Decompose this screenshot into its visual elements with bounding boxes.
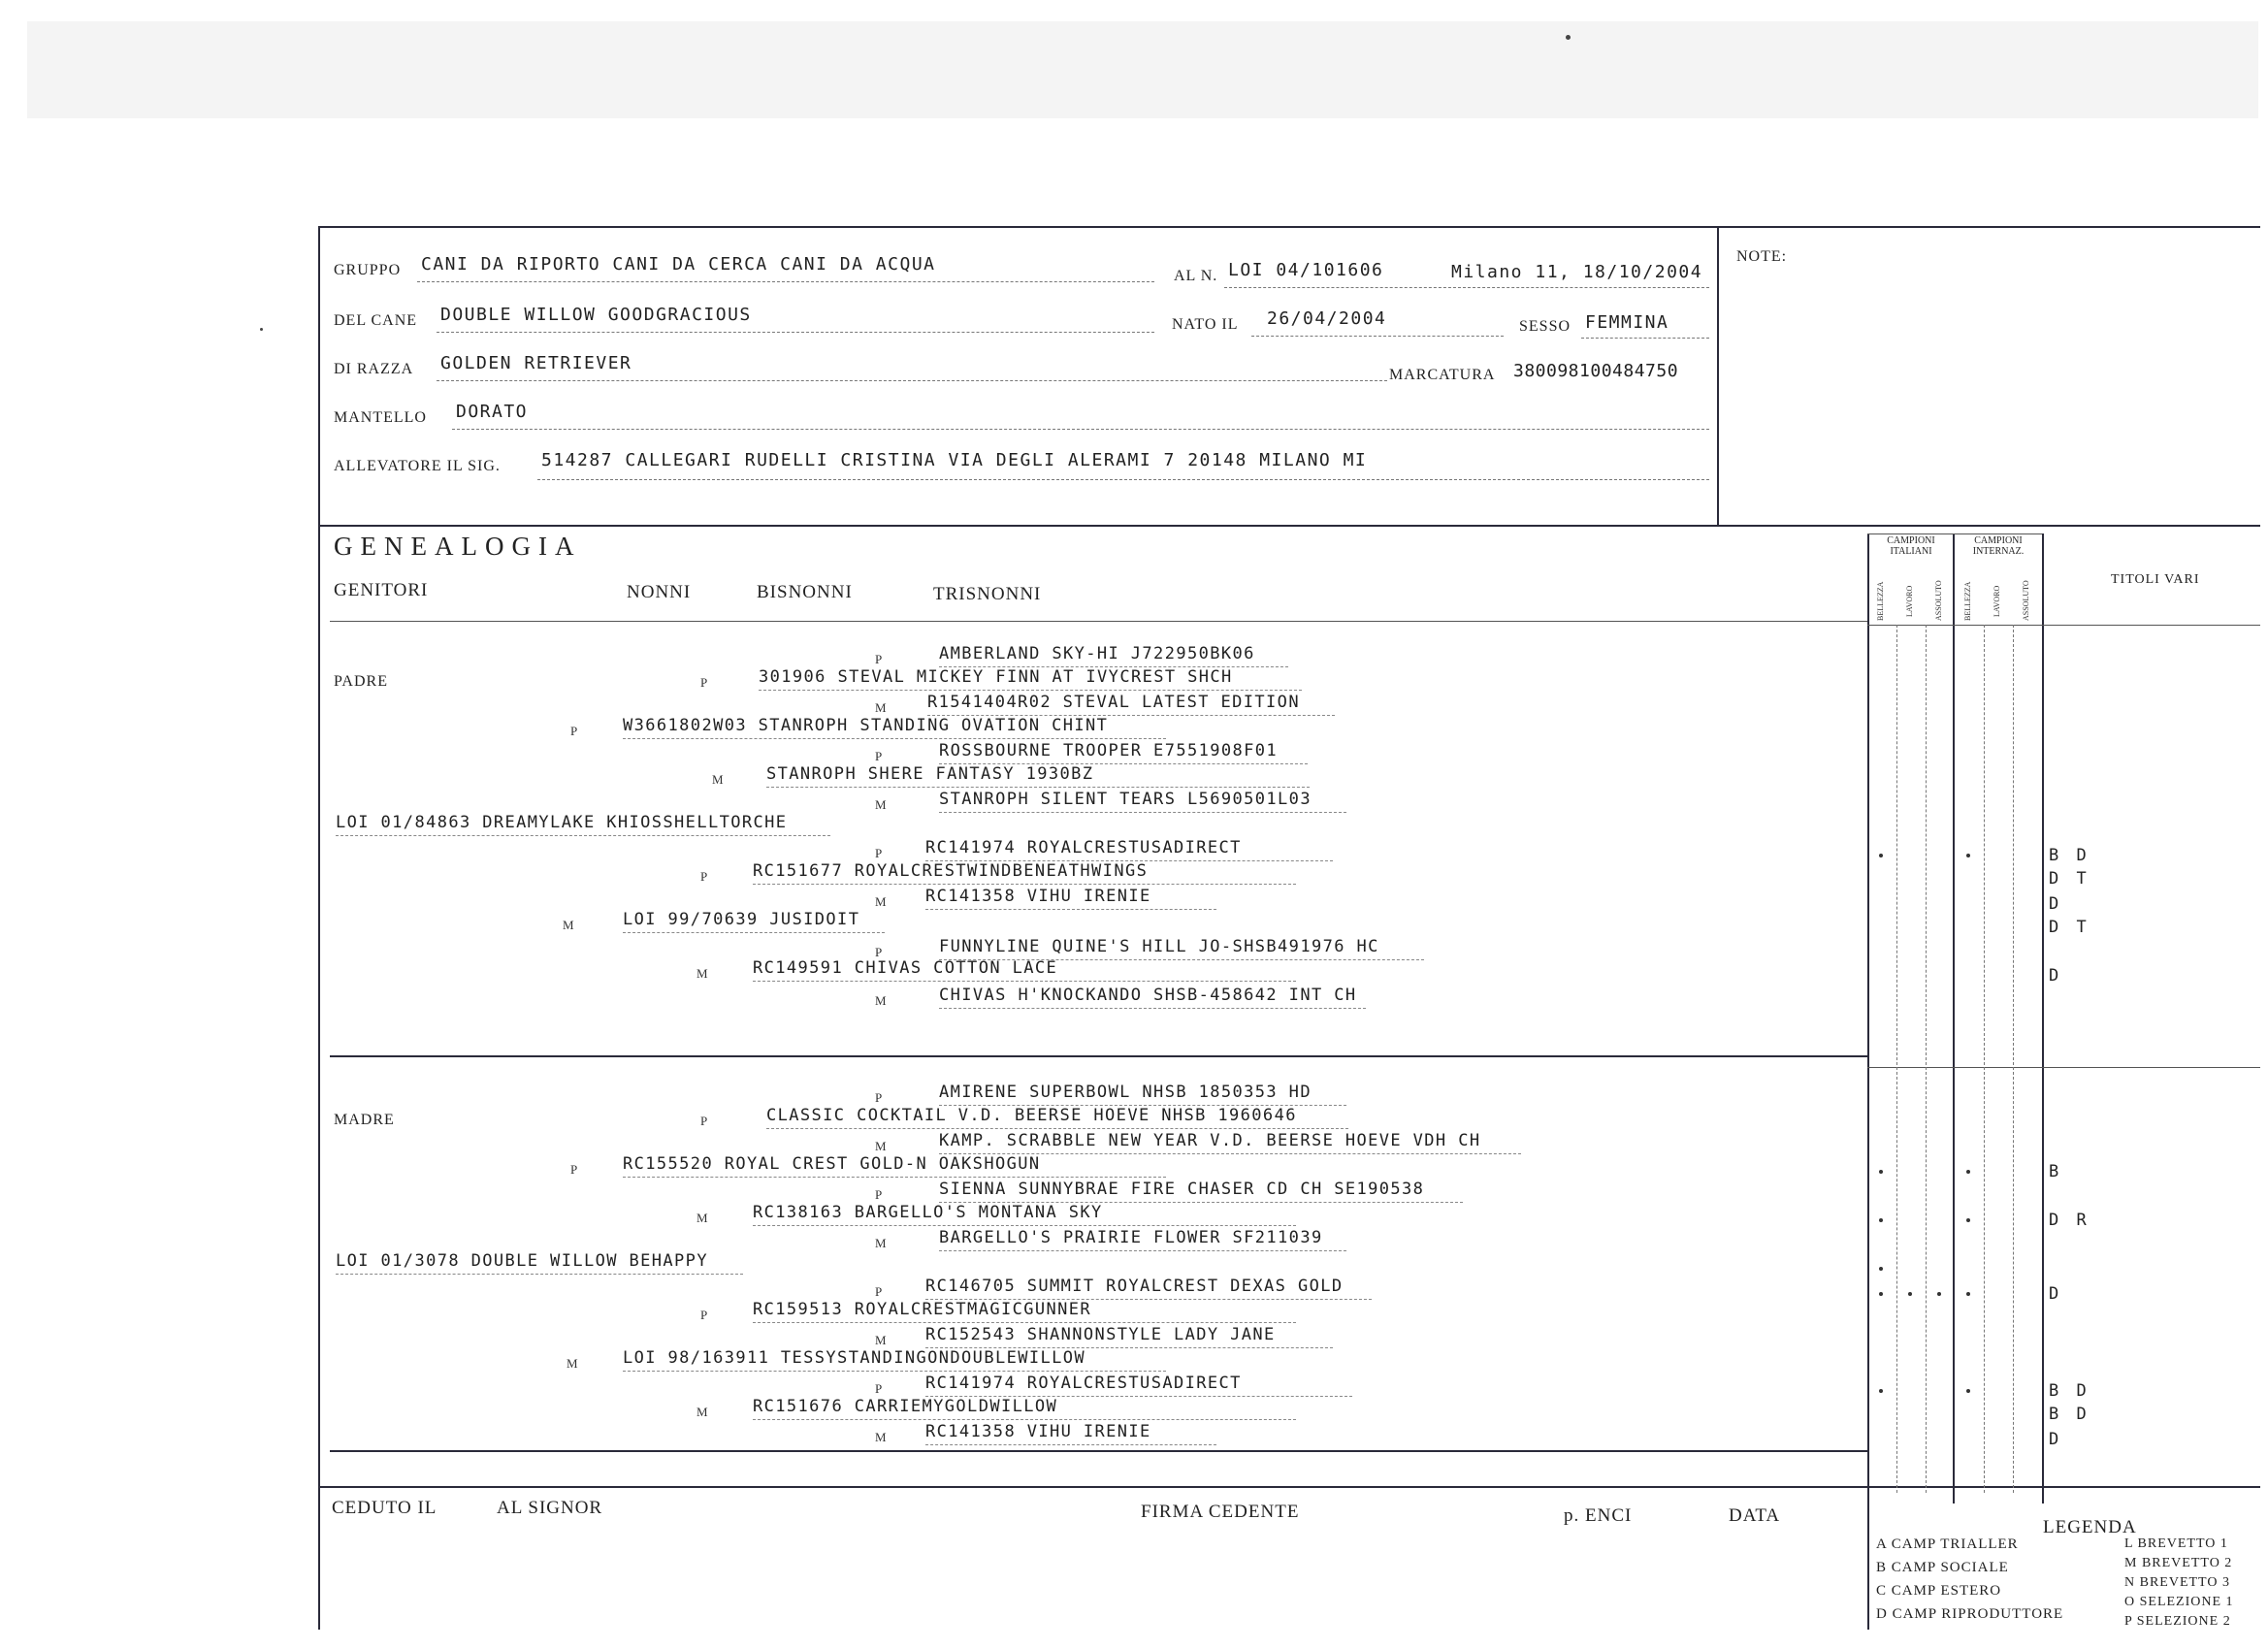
trisnonno-name: FUNNYLINE QUINE'S HILL JO-SHSB491976 HC: [939, 937, 1424, 960]
champion-dot: [1879, 1218, 1883, 1222]
bisnonno-name: RC149591 CHIVAS COTTON LACE: [753, 958, 1296, 982]
titoli-marks: D T: [2049, 869, 2090, 889]
rel-marker: M: [875, 797, 887, 812]
place-date: Milano 11, 18/10/2004: [1451, 262, 1703, 282]
bisnonno-name: RC138163 BARGELLO'S MONTANA SKY: [753, 1203, 1296, 1226]
trisnonno-name: RC152543 SHANNONSTYLE LADY JANE: [925, 1325, 1333, 1348]
champion-dot: [1879, 1170, 1883, 1174]
trisnonno-name: AMIRENE SUPERBOWL NHSB 1850353 HD: [939, 1083, 1346, 1106]
bisnonno-name: RC151676 CARRIEMYGOLDWILLOW: [753, 1397, 1296, 1420]
di-razza-label: DI RAZZA: [334, 361, 414, 377]
legenda-item: C CAMP ESTERO: [1876, 1583, 2002, 1599]
trisnonno-name: KAMP. SCRABBLE NEW YEAR V.D. BEERSE HOEVE VDH CH: [939, 1131, 1521, 1154]
nato-il-underline: [1251, 336, 1504, 337]
sesso-value: FEMMINA: [1585, 312, 1669, 333]
grid-subcol: [1926, 625, 1927, 1493]
rel-marker: P: [875, 846, 883, 860]
rel-marker: M: [875, 1430, 887, 1444]
rel-marker: M: [875, 993, 887, 1008]
subcol-assoluto-it: ASSOLUTO: [1934, 580, 1943, 621]
ceduto-il-label: CEDUTO IL: [332, 1498, 437, 1518]
al-n-label: AL N.: [1174, 268, 1218, 284]
campioni-italiani-header: CAMPIONI ITALIANI: [1887, 535, 1935, 557]
marcatura-value: 380098100484750: [1513, 361, 1679, 381]
rel-marker: P: [570, 724, 578, 738]
del-cane-value: DOUBLE WILLOW GOODGRACIOUS: [440, 305, 752, 325]
champion-dot: [1937, 1292, 1941, 1296]
subcol-bellezza-int: BELLEZZA: [1963, 581, 1972, 621]
rel-marker: P: [875, 945, 883, 959]
champion-dot: [1879, 854, 1883, 857]
trisnonno-name: RC141358 VIHU IRENIE: [925, 1422, 1216, 1445]
padre-name: LOI 01/84863 DREAMYLAKE KHIOSSHELLTORCHE: [336, 813, 830, 836]
champion-dot: [1879, 1292, 1883, 1296]
rel-marker: P: [700, 1308, 708, 1322]
rel-marker: M: [875, 1333, 887, 1347]
del-cane-underline: [437, 332, 1154, 333]
genealogia-header-line: [330, 621, 1867, 622]
trisnonno-name: STANROPH SILENT TEARS L5690501L03: [939, 790, 1346, 813]
trisnonno-name: BARGELLO'S PRAIRIE FLOWER SF211039: [939, 1228, 1346, 1251]
champion-dot: [1966, 1170, 1970, 1174]
allevatore-label: ALLEVATORE IL SIG.: [334, 458, 501, 474]
trisnonno-name: CHIVAS H'KNOCKANDO SHSB-458642 INT CH: [939, 986, 1366, 1009]
mantello-label: MANTELLO: [334, 409, 427, 426]
grid-subcol: [2013, 625, 2014, 1493]
champion-dot: [1908, 1292, 1912, 1296]
champion-dot: [1966, 1292, 1970, 1296]
bisnonno-name: STANROPH SHERE FANTASY 1930BZ: [766, 764, 1310, 788]
grid-col-border: [1867, 534, 1869, 1630]
footer-top-border: [318, 1486, 2260, 1488]
legenda-item: D CAMP RIPRODUTTORE: [1876, 1606, 2064, 1622]
grid-col-border: [1953, 534, 1955, 1504]
madre-name: LOI 01/3078 DOUBLE WILLOW BEHAPPY: [336, 1251, 743, 1275]
champion-dot: [1966, 854, 1970, 857]
grid-col-border: [2042, 534, 2044, 1504]
grid-subcol: [1984, 625, 1985, 1493]
rel-marker: P: [875, 652, 883, 666]
scan-speck: [260, 328, 263, 331]
rel-marker: M: [697, 1405, 708, 1419]
sesso-underline: [1581, 338, 1709, 339]
allevatore-underline: [537, 479, 1709, 480]
titoli-vari-header: TITOLI VARI: [2111, 572, 2200, 587]
trisnonno-name: RC141974 ROYALCRESTUSADIRECT: [925, 838, 1333, 861]
titoli-marks: D: [2049, 966, 2063, 986]
rel-marker: P: [700, 869, 708, 884]
subcol-bellezza-it: BELLEZZA: [1876, 581, 1885, 621]
form-left-border: [318, 226, 320, 1630]
di-razza-value: GOLDEN RETRIEVER: [440, 353, 632, 373]
scan-speck: [1566, 35, 1571, 40]
mantello-value: DORATO: [456, 402, 529, 422]
allevatore-value: 514287 CALLEGARI RUDELLI CRISTINA VIA DEGLI ALERAMI 7 20148 MILANO MI: [541, 450, 1368, 470]
rel-marker: M: [875, 1139, 887, 1153]
rel-marker: M: [563, 918, 574, 932]
col-trisnonni: TRISNONNI: [933, 584, 1042, 604]
rel-marker: M: [567, 1356, 578, 1371]
legenda-item: M BREVETTO 2: [2124, 1556, 2233, 1570]
pedigree-bottom-border: [330, 1450, 1867, 1452]
madre-label: MADRE: [334, 1112, 395, 1128]
rel-marker: M: [697, 966, 708, 981]
form-top-border: [318, 226, 2260, 228]
gruppo-value: CANI DA RIPORTO CANI DA CERCA CANI DA ACQUA: [421, 254, 936, 275]
bisnonno-name: RC159513 ROYALCRESTMAGICGUNNER: [753, 1300, 1296, 1323]
nonno-name: RC155520 ROYAL CREST GOLD-N OAKSHOGUN: [623, 1154, 1166, 1178]
titoli-marks: D T: [2049, 918, 2090, 937]
legenda-item: P SELEZIONE 2: [2124, 1614, 2231, 1629]
rel-marker: P: [875, 1090, 883, 1105]
section-divider: [330, 1055, 1867, 1057]
genealogia-title: GENEALOGIA: [334, 532, 582, 561]
al-signor-label: AL SIGNOR: [497, 1498, 603, 1518]
al-n-underline: [1224, 287, 1709, 288]
campioni-internaz-header: CAMPIONI INTERNAZ.: [1972, 535, 2025, 557]
titoli-marks: B D: [2049, 1381, 2090, 1401]
data-label: DATA: [1729, 1505, 1781, 1526]
trisnonno-name: RC141974 ROYALCRESTUSADIRECT: [925, 1374, 1352, 1397]
titoli-marks: B: [2049, 1162, 2063, 1181]
rel-marker: P: [570, 1162, 578, 1177]
bisnonno-name: CLASSIC COCKTAIL V.D. BEERSE HOEVE NHSB 1960646: [766, 1106, 1348, 1129]
subcol-lavoro-int: LAVORO: [1993, 585, 2001, 617]
legenda-item: O SELEZIONE 1: [2124, 1595, 2234, 1609]
gruppo-label: GRUPPO: [334, 262, 402, 278]
titoli-marks: B D: [2049, 1405, 2090, 1424]
di-razza-underline: [437, 380, 1387, 381]
rel-marker: P: [875, 1284, 883, 1299]
gruppo-underline: [417, 281, 1154, 282]
marcatura-label: MARCATURA: [1389, 367, 1496, 383]
padre-label: PADRE: [334, 673, 388, 690]
trisnonno-name: RC146705 SUMMIT ROYALCREST DEXAS GOLD: [925, 1277, 1372, 1300]
trisnonno-name: RC141358 VIHU IRENIE: [925, 887, 1216, 910]
trisnonno-name: R1541404R02 STEVAL LATEST EDITION: [927, 693, 1335, 716]
subcol-lavoro-it: LAVORO: [1905, 585, 1914, 617]
del-cane-label: DEL CANE: [334, 312, 418, 329]
nonna-name: LOI 99/70639 JUSIDOIT: [623, 910, 885, 933]
nato-il-label: NATO IL: [1172, 316, 1239, 333]
legenda-item: B CAMP SOCIALE: [1876, 1560, 2009, 1575]
champion-dot: [1879, 1389, 1883, 1393]
nato-il-value: 26/04/2004: [1267, 308, 1387, 329]
legenda-title: LEGENDA: [2043, 1517, 2137, 1537]
al-n-value: LOI 04/101606: [1228, 260, 1384, 280]
grid-subcol: [1896, 625, 1897, 1493]
rel-marker: M: [875, 700, 887, 715]
titoli-marks: D: [2049, 894, 2063, 914]
rel-marker: P: [700, 1114, 708, 1128]
mantello-underline: [452, 429, 1709, 430]
rel-marker: P: [875, 1381, 883, 1396]
subcol-assoluto-int: ASSOLUTO: [2022, 580, 2030, 621]
titoli-marks: D: [2049, 1284, 2063, 1304]
nonno-name: W3661802W03 STANROPH STANDING OVATION CHINT: [623, 716, 1166, 739]
firma-cedente-label: FIRMA CEDENTE: [1141, 1502, 1300, 1522]
trisnonno-name: SIENNA SUNNYBRAE FIRE CHASER CD CH SE190538: [939, 1180, 1463, 1203]
col-bisnonni: BISNONNI: [757, 582, 853, 602]
titoli-marks: B D: [2049, 846, 2090, 865]
p-enci-label: p. ENCI: [1564, 1505, 1633, 1526]
titoli-marks: D R: [2049, 1211, 2090, 1230]
note-label: NOTE:: [1736, 248, 1788, 265]
champion-dot: [1879, 1267, 1883, 1271]
rel-marker: M: [875, 1236, 887, 1250]
legenda-item: L BREVETTO 1: [2124, 1536, 2228, 1551]
scan-background-tint: [27, 21, 2258, 118]
champion-dot: [1966, 1218, 1970, 1222]
legenda-item: N BREVETTO 3: [2124, 1575, 2230, 1590]
bisnonno-name: 301906 STEVAL MICKEY FINN AT IVYCREST SHCH: [759, 667, 1302, 691]
header-bottom-border: [318, 525, 2260, 527]
rel-marker: M: [875, 894, 887, 909]
champion-dot: [1966, 1389, 1970, 1393]
legenda-item: A CAMP TRIALLER: [1876, 1536, 2019, 1552]
col-genitori: GENITORI: [334, 580, 429, 600]
bisnonno-name: RC151677 ROYALCRESTWINDBENEATHWINGS: [753, 861, 1296, 885]
nonna-name: LOI 98/163911 TESSYSTANDINGONDOUBLEWILLOW: [623, 1348, 1166, 1372]
rel-marker: P: [875, 1187, 883, 1202]
trisnonno-name: AMBERLAND SKY-HI J722950BK06: [939, 644, 1288, 667]
rel-marker: P: [700, 675, 708, 690]
titoli-marks: D: [2049, 1430, 2063, 1449]
trisnonno-name: ROSSBOURNE TROOPER E7551908F01: [939, 741, 1308, 764]
header-note-divider: [1717, 226, 1719, 527]
rel-marker: P: [875, 749, 883, 763]
rel-marker: M: [697, 1211, 708, 1225]
sesso-label: SESSO: [1519, 318, 1571, 335]
rel-marker: M: [712, 772, 724, 787]
col-nonni: NONNI: [627, 582, 692, 602]
